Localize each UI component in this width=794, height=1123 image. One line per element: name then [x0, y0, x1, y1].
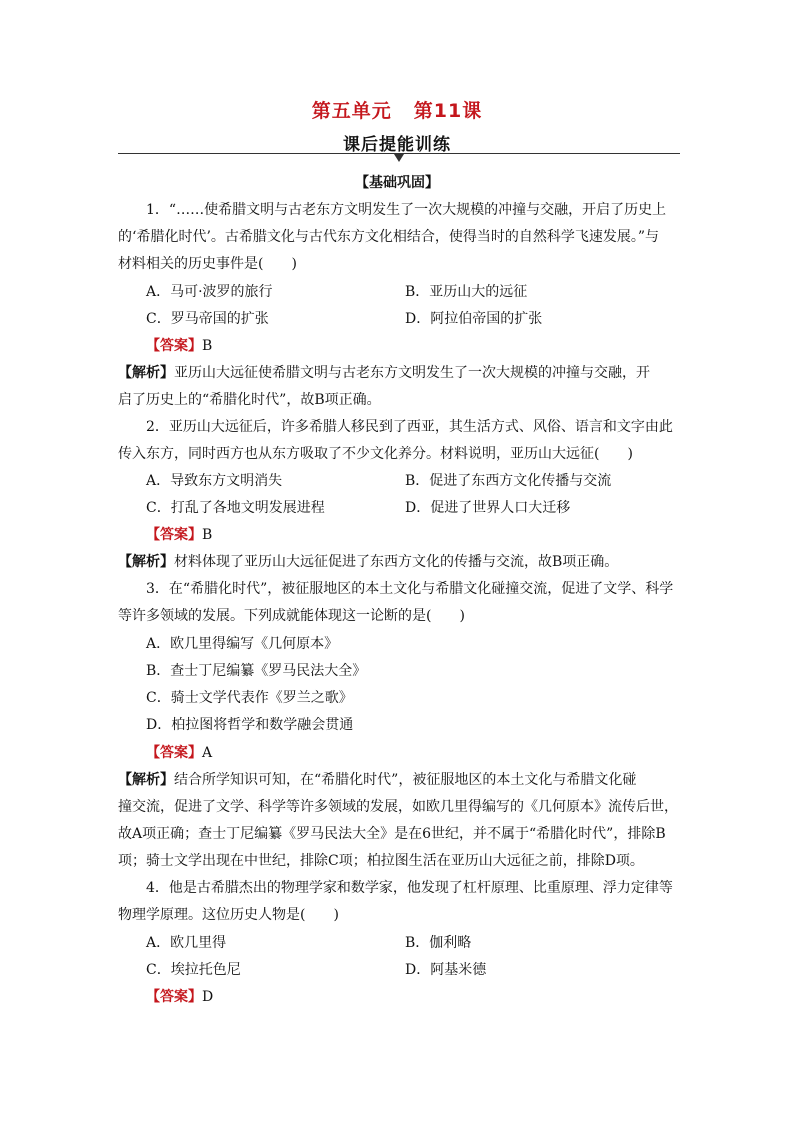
- q4-option-c: C．埃拉托色尼: [146, 962, 241, 978]
- q2-option-c: C．打乱了各地文明发展进程: [146, 500, 325, 516]
- q1-answer: 【答案】B: [146, 338, 213, 354]
- q4-option-b: B．伽利略: [405, 935, 472, 951]
- q1-option-b: B．亚历山大的远征: [405, 284, 528, 300]
- q2-analysis-line: 【解析】材料体现了亚历山大远征促进了东西方文化的传播与交流，故B项正确。: [118, 554, 619, 570]
- q3-analysis-line: 故A项正确；查士丁尼编纂《罗马民法大全》是在6世纪，并不属于“希腊化时代”，排除B: [118, 826, 666, 842]
- page-subtitle: 课后提能训练: [343, 135, 451, 155]
- q4-option-a: A．欧几里得: [146, 935, 227, 951]
- q2-stem-line: 2．亚历山大远征后，许多希腊人移民到了西亚，其生活方式、风俗、语言和文字由此: [146, 419, 673, 435]
- lesson-label: 第11课: [413, 100, 483, 122]
- q3-answer: 【答案】A: [146, 745, 213, 761]
- q2-option-a: A．导致东方文明消失: [146, 473, 283, 489]
- q3-option-b: B．查士丁尼编纂《罗马民法大全》: [146, 663, 367, 679]
- q2-answer: 【答案】B: [146, 527, 213, 543]
- unit-title: [0, 96, 794, 123]
- q4-stem-line: 4．他是古希腊杰出的物理学家和数学家，他发现了杠杆原理、比重原理、浮力定律等: [146, 880, 673, 896]
- q3-analysis-line: 撞交流，促进了文学、科学等许多领域的发展，如欧几里得编写的《几何原本》流传后世，: [118, 799, 678, 815]
- q2-option-d: D．促进了世界人口大迁移: [405, 500, 571, 516]
- section-heading: 【基础巩固】: [355, 175, 439, 191]
- q1-option-c: C．罗马帝国的扩张: [146, 311, 269, 327]
- q3-stem-line: 等许多领域的发展。下列成就能体现这一论断的是( ): [118, 608, 465, 624]
- q1-stem-line: 的‘希腊化时代’。古希腊文化与古代东方文化相结合，使得当时的自然科学飞速发展。”与: [118, 229, 660, 245]
- q3-option-d: D．柏拉图将哲学和数学融会贯通: [146, 717, 354, 733]
- q1-analysis-line: 启了历史上的“希腊化时代”，故B项正确。: [118, 392, 381, 408]
- q3-option-c: C．骑士文学代表作《罗兰之歌》: [146, 690, 353, 706]
- q4-stem-line: 物理学原理。这位历史人物是( ): [118, 907, 339, 923]
- q4-answer: 【答案】D: [146, 989, 214, 1005]
- divider-triangle-icon: [394, 154, 404, 162]
- q3-stem-line: 3．在“希腊化时代”，被征服地区的本土文化与希腊文化碰撞交流，促进了文学、科学: [146, 581, 674, 597]
- q1-stem-line: 1．“……使希腊文明与古老东方文明发生了一次大规模的冲撞与交融，开启了历史上: [146, 202, 667, 218]
- q3-option-a: A．欧几里得编写《几何原本》: [146, 636, 339, 652]
- q1-analysis-line: 【解析】亚历山大远征使希腊文明与古老东方文明发生了一次大规模的冲撞与交融，开: [118, 365, 650, 381]
- q3-analysis-line: 【解析】结合所学知识可知，在“希腊化时代”，被征服地区的本土文化与希腊文化碰: [118, 772, 637, 788]
- q2-option-b: B．促进了东西方文化传播与交流: [405, 473, 612, 489]
- q1-option-d: D．阿拉伯帝国的扩张: [405, 311, 543, 327]
- q4-option-d: D．阿基米德: [405, 962, 487, 978]
- q3-analysis-line: 项；骑士文学出现在中世纪，排除C项；柏拉图生活在亚历山大远征之前，排除D项。: [118, 853, 644, 869]
- unit-label: 第五单元: [311, 100, 392, 122]
- q1-stem-line: 材料相关的历史事件是( ): [118, 256, 297, 272]
- q1-option-a: A．马可·波罗的旅行: [146, 284, 273, 300]
- q2-stem-line: 传入东方，同时西方也从东方吸取了不少文化养分。材料说明，亚历山大远征( ): [118, 446, 633, 462]
